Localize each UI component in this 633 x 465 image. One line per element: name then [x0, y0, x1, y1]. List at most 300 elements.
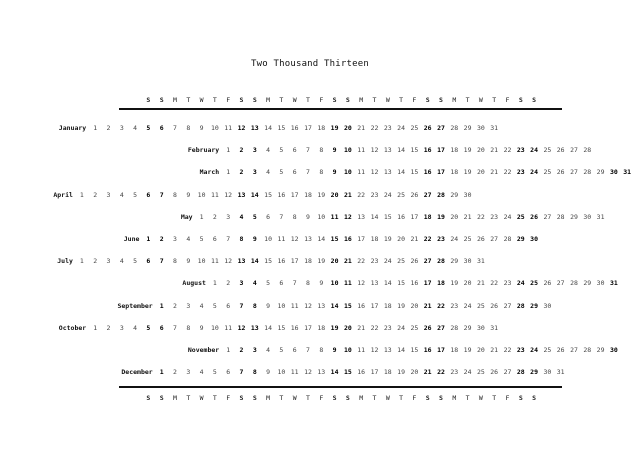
day-cell: 14 [370, 212, 379, 221]
day-cell: 12 [370, 346, 379, 354]
day-cell: 18 [423, 212, 432, 221]
day-cell: 14 [264, 124, 272, 132]
day-cell: 16 [290, 124, 299, 132]
day-cell: 28 [516, 368, 525, 377]
day-cell: 26 [410, 190, 419, 199]
day-cell: 5 [266, 279, 271, 288]
day-cell: 23 [370, 190, 379, 199]
day-cell: 5 [199, 235, 204, 243]
day-cell: 29 [450, 257, 459, 266]
day-cell: 1 [226, 168, 231, 177]
day-cell: 19 [463, 146, 472, 155]
day-cell: 2 [239, 146, 244, 155]
day-cell: 27 [503, 368, 512, 377]
day-cell: 13 [317, 301, 326, 310]
day-cell: 3 [186, 368, 191, 377]
day-cell: 9 [306, 212, 310, 221]
day-cell: 11 [290, 368, 299, 377]
day-cell: 19 [463, 168, 472, 177]
day-cell: 28 [437, 257, 445, 266]
day-cell: 26 [423, 323, 432, 332]
header-weekday: S [239, 96, 244, 104]
day-cell: 9 [199, 323, 204, 332]
day-cell: 9 [332, 146, 337, 155]
day-cell: 27 [570, 146, 578, 155]
day-cell: 15 [410, 346, 419, 354]
day-cell: 19 [317, 257, 326, 266]
day-cell: 25 [543, 146, 552, 155]
day-cell: 17 [304, 124, 312, 132]
header-weekday: F [412, 96, 417, 104]
day-cell: 20 [343, 124, 352, 132]
day-cell: 21 [423, 368, 432, 377]
day-cell: 26 [410, 257, 419, 266]
day-cell: 27 [503, 301, 512, 310]
header-weekday: W [385, 96, 390, 104]
day-cell: 30 [543, 368, 552, 377]
day-cell: 26 [543, 279, 552, 288]
day-cell: 9 [319, 279, 324, 288]
day-cell: 3 [173, 235, 177, 243]
day-cell: 29 [463, 323, 472, 332]
day-cell: 29 [596, 168, 605, 177]
day-cell: 15 [343, 368, 352, 377]
day-cell: 14 [397, 146, 405, 155]
day-cell: 14 [330, 368, 339, 377]
day-cell: 8 [173, 190, 177, 199]
day-cell: 19 [330, 124, 339, 132]
footer-weekday: S [345, 394, 350, 402]
day-cell: 9 [266, 368, 271, 377]
day-cell: 2 [239, 346, 244, 354]
header-weekday: T [492, 96, 497, 104]
day-cell: 6 [266, 212, 271, 221]
day-cell: 5 [133, 257, 138, 266]
day-cell: 23 [516, 346, 525, 354]
day-cell: 11 [357, 146, 366, 155]
day-cell: 21 [343, 257, 352, 266]
day-cell: 24 [450, 235, 459, 243]
day-cell: 4 [266, 346, 271, 354]
day-cell: 21 [423, 301, 432, 310]
day-cell: 20 [330, 257, 339, 266]
day-cell: 6 [212, 235, 217, 243]
day-cell: 20 [410, 301, 419, 310]
day-cell: 9 [186, 257, 191, 266]
day-cell: 6 [292, 146, 297, 155]
day-cell: 1 [226, 346, 231, 354]
day-cell: 21 [357, 323, 366, 332]
month-label: August [182, 279, 206, 288]
header-weekday: T [186, 96, 191, 104]
day-cell: 9 [199, 124, 204, 132]
day-cell: 8 [292, 212, 297, 221]
day-cell: 12 [237, 124, 246, 132]
day-cell: 5 [279, 168, 284, 177]
top-rule [119, 108, 562, 110]
header-weekday: M [452, 96, 457, 104]
day-cell: 17 [370, 368, 379, 377]
day-cell: 30 [609, 168, 618, 177]
day-cell: 27 [570, 346, 578, 354]
day-cell: 5 [212, 368, 217, 377]
day-cell: 25 [530, 279, 538, 288]
day-cell: 19 [450, 279, 459, 288]
day-cell: 19 [437, 212, 445, 221]
day-cell: 4 [186, 235, 191, 243]
day-cell: 23 [383, 124, 392, 132]
day-cell: 5 [252, 212, 257, 221]
day-cell: 24 [463, 368, 472, 377]
day-cell: 21 [410, 235, 419, 243]
day-cell: 13 [304, 235, 312, 243]
header-weekday: S [425, 96, 430, 104]
day-cell: 12 [304, 301, 312, 310]
day-cell: 15 [277, 124, 286, 132]
month-label: May [180, 212, 193, 221]
day-cell: 20 [463, 279, 472, 288]
day-cell: 9 [252, 235, 257, 243]
day-cell: 12 [304, 368, 312, 377]
day-cell: 18 [437, 279, 445, 288]
day-cell: 28 [583, 346, 592, 354]
day-cell: 29 [583, 279, 592, 288]
day-cell: 29 [570, 212, 578, 221]
day-cell: 12 [357, 279, 366, 288]
day-cell: 4 [252, 279, 257, 288]
day-cell: 19 [463, 346, 472, 354]
header-weekday: T [279, 96, 284, 104]
day-cell: 18 [304, 257, 312, 266]
day-cell: 21 [490, 168, 499, 177]
header-weekday: S [252, 96, 257, 104]
footer-weekday: S [146, 394, 151, 402]
day-cell: 22 [437, 301, 445, 310]
day-cell: 30 [596, 279, 605, 288]
day-cell: 9 [332, 346, 337, 354]
day-cell: 14 [383, 279, 392, 288]
footer-weekday: T [212, 394, 217, 402]
day-cell: 26 [476, 235, 485, 243]
bottom-rule [119, 386, 562, 388]
day-cell: 25 [543, 346, 552, 354]
day-cell: 22 [437, 368, 445, 377]
day-cell: 16 [357, 301, 366, 310]
day-cell: 2 [239, 168, 244, 177]
footer-weekday: F [226, 394, 231, 402]
day-cell: 14 [317, 235, 326, 243]
day-cell: 13 [237, 257, 246, 266]
day-cell: 29 [596, 346, 605, 354]
day-cell: 3 [252, 146, 257, 155]
day-cell: 1 [212, 279, 217, 288]
day-cell: 7 [306, 168, 310, 177]
day-cell: 10 [343, 146, 352, 155]
day-cell: 18 [450, 168, 459, 177]
day-cell: 4 [119, 257, 124, 266]
day-cell: 6 [159, 323, 164, 332]
day-cell: 7 [159, 257, 164, 266]
day-cell: 22 [503, 146, 512, 155]
day-cell: 1 [146, 235, 151, 243]
day-cell: 27 [556, 279, 565, 288]
day-cell: 7 [306, 346, 310, 354]
header-weekday: M [173, 96, 177, 104]
day-cell: 29 [530, 368, 538, 377]
day-cell: 21 [490, 146, 499, 155]
day-cell: 10 [330, 279, 339, 288]
day-cell: 26 [556, 346, 565, 354]
day-cell: 21 [343, 190, 352, 199]
day-cell: 13 [383, 168, 392, 177]
day-cell: 2 [159, 235, 164, 243]
day-cell: 30 [476, 323, 485, 332]
footer-weekday: W [478, 394, 483, 402]
day-cell: 17 [437, 346, 445, 354]
day-cell: 11 [224, 124, 233, 132]
day-cell: 21 [490, 346, 499, 354]
day-cell: 19 [383, 235, 392, 243]
day-cell: 15 [410, 146, 419, 155]
day-cell: 30 [530, 235, 538, 243]
footer-weekday: M [266, 394, 271, 402]
day-cell: 2 [226, 279, 231, 288]
footer-weekday: T [492, 394, 497, 402]
footer-weekday: M [452, 394, 457, 402]
day-cell: 7 [173, 124, 177, 132]
footer-weekday: T [279, 394, 284, 402]
day-cell: 25 [476, 368, 485, 377]
day-cell: 27 [490, 235, 499, 243]
footer-weekday: T [372, 394, 377, 402]
day-cell: 13 [317, 368, 326, 377]
month-label: January [58, 124, 87, 132]
day-cell: 16 [357, 368, 366, 377]
header-weekday: T [399, 96, 404, 104]
day-cell: 29 [516, 235, 525, 243]
day-cell: 7 [239, 301, 244, 310]
day-cell: 15 [264, 257, 272, 266]
day-cell: 23 [516, 168, 525, 177]
day-cell: 14 [397, 346, 405, 354]
footer-weekday: T [399, 394, 404, 402]
day-cell: 6 [292, 346, 297, 354]
day-cell: 18 [383, 301, 392, 310]
day-cell: 4 [199, 368, 204, 377]
day-cell: 18 [450, 346, 459, 354]
header-weekday: S [146, 96, 151, 104]
day-cell: 20 [330, 190, 339, 199]
footer-weekday: S [252, 394, 257, 402]
header-weekday: M [266, 96, 271, 104]
day-cell: 12 [370, 146, 379, 155]
page-title: Two Thousand Thirteen [251, 59, 369, 69]
day-cell: 17 [370, 301, 379, 310]
day-cell: 29 [450, 190, 459, 199]
day-cell: 31 [596, 212, 605, 221]
day-cell: 4 [239, 212, 244, 221]
day-cell: 27 [570, 168, 578, 177]
day-cell: 1 [79, 257, 84, 266]
day-cell: 28 [516, 301, 525, 310]
header-weekday: W [292, 96, 297, 104]
day-cell: 19 [330, 323, 339, 332]
day-cell: 15 [343, 301, 352, 310]
day-cell: 31 [476, 257, 485, 266]
day-cell: 12 [237, 323, 246, 332]
day-cell: 20 [450, 212, 459, 221]
day-cell: 27 [423, 257, 432, 266]
day-cell: 18 [317, 124, 326, 132]
day-cell: 31 [556, 368, 565, 377]
day-cell: 31 [490, 124, 499, 132]
footer-weekday: S [159, 394, 164, 402]
day-cell: 26 [556, 146, 565, 155]
day-cell: 8 [319, 346, 324, 354]
day-cell: 2 [212, 212, 217, 221]
header-weekday: F [319, 96, 324, 104]
day-cell: 7 [159, 190, 164, 199]
day-cell: 24 [503, 212, 512, 221]
month-label: March [199, 168, 220, 177]
day-cell: 15 [397, 279, 405, 288]
footer-weekday: F [319, 394, 324, 402]
day-cell: 9 [266, 301, 271, 310]
footer-weekday: W [385, 394, 390, 402]
day-cell: 17 [357, 235, 366, 243]
header-weekday: T [372, 96, 377, 104]
month-label: June [123, 235, 140, 243]
day-cell: 28 [556, 212, 565, 221]
day-cell: 22 [476, 212, 485, 221]
header-weekday: S [518, 96, 523, 104]
day-cell: 23 [450, 368, 459, 377]
day-cell: 10 [264, 235, 272, 243]
day-cell: 6 [146, 190, 151, 199]
day-cell: 12 [224, 190, 233, 199]
day-cell: 11 [210, 257, 219, 266]
day-cell: 21 [357, 124, 366, 132]
day-cell: 8 [239, 235, 244, 243]
footer-weekday: F [412, 394, 417, 402]
day-cell: 22 [490, 279, 499, 288]
day-cell: 10 [197, 190, 206, 199]
day-cell: 4 [133, 124, 138, 132]
day-cell: 11 [330, 212, 339, 221]
header-weekday: T [306, 96, 310, 104]
day-cell: 22 [503, 346, 512, 354]
day-cell: 24 [463, 301, 472, 310]
day-cell: 11 [357, 346, 366, 354]
day-cell: 26 [423, 124, 432, 132]
day-cell: 6 [292, 168, 297, 177]
day-cell: 10 [343, 168, 352, 177]
day-cell: 28 [503, 235, 512, 243]
header-weekday: T [212, 96, 217, 104]
month-label: July [57, 257, 73, 266]
day-cell: 25 [543, 168, 552, 177]
day-cell: 13 [383, 346, 392, 354]
day-cell: 28 [437, 190, 445, 199]
footer-weekday: T [465, 394, 470, 402]
day-cell: 30 [583, 212, 592, 221]
day-cell: 24 [397, 323, 405, 332]
day-cell: 1 [159, 301, 164, 310]
day-cell: 23 [516, 146, 525, 155]
header-weekday: S [332, 96, 337, 104]
day-cell: 30 [609, 346, 618, 354]
day-cell: 10 [277, 368, 286, 377]
day-cell: 7 [306, 146, 310, 155]
day-cell: 17 [290, 190, 299, 199]
month-label: October [58, 323, 87, 332]
day-cell: 22 [503, 168, 512, 177]
day-cell: 24 [383, 190, 392, 199]
day-cell: 8 [186, 323, 191, 332]
day-cell: 16 [423, 146, 432, 155]
footer-weekday: T [306, 394, 310, 402]
day-cell: 24 [530, 146, 538, 155]
day-cell: 18 [370, 235, 379, 243]
day-cell: 22 [357, 257, 366, 266]
day-cell: 25 [397, 257, 405, 266]
day-cell: 14 [397, 168, 405, 177]
day-cell: 20 [397, 235, 405, 243]
day-cell: 4 [119, 190, 124, 199]
day-cell: 24 [530, 346, 538, 354]
day-cell: 17 [290, 257, 299, 266]
day-cell: 2 [173, 368, 177, 377]
header-weekday: W [199, 96, 204, 104]
footer-weekday: T [186, 394, 191, 402]
day-cell: 16 [423, 168, 432, 177]
day-cell: 5 [279, 346, 284, 354]
header-weekday: M [359, 96, 364, 104]
day-cell: 14 [264, 323, 272, 332]
day-cell: 27 [437, 124, 445, 132]
day-cell: 2 [93, 190, 98, 199]
day-cell: 3 [226, 212, 231, 221]
day-cell: 28 [450, 323, 459, 332]
day-cell: 15 [383, 212, 392, 221]
header-weekday: S [159, 96, 164, 104]
day-cell: 16 [277, 190, 286, 199]
day-cell: 4 [266, 146, 271, 155]
day-cell: 4 [199, 301, 204, 310]
day-cell: 24 [383, 257, 392, 266]
day-cell: 31 [623, 168, 632, 177]
header-weekday: S [439, 96, 443, 104]
day-cell: 2 [106, 323, 111, 332]
footer-weekday: S [332, 394, 337, 402]
day-cell: 13 [250, 124, 259, 132]
day-cell: 22 [423, 235, 432, 243]
day-cell: 23 [503, 279, 512, 288]
day-cell: 2 [93, 257, 98, 266]
day-cell: 28 [570, 279, 578, 288]
day-cell: 28 [583, 146, 592, 155]
day-cell: 30 [543, 301, 552, 310]
day-cell: 1 [159, 368, 164, 377]
day-cell: 22 [357, 190, 366, 199]
day-cell: 6 [279, 279, 284, 288]
day-cell: 10 [210, 323, 219, 332]
day-cell: 7 [292, 279, 297, 288]
footer-weekday: S [439, 394, 443, 402]
day-cell: 11 [210, 190, 219, 199]
day-cell: 5 [212, 301, 217, 310]
day-cell: 3 [239, 279, 244, 288]
